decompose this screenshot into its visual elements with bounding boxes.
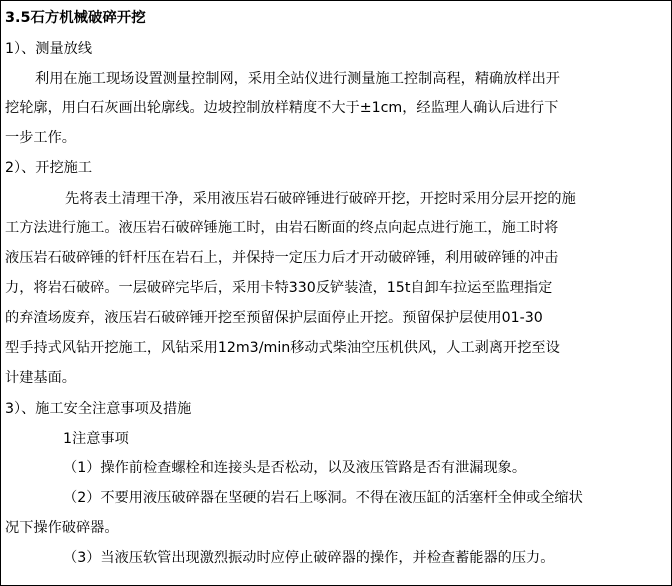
section-title: 3.5石方机械破碎开挖 (5, 10, 146, 26)
item1-line-1: 利用在施工现场设置测量控制网，采用全站仪进行测量施工控制高程，精确放样出开 (35, 71, 560, 87)
item3-point-2-cont: 况下操作破碎器。 (5, 520, 119, 536)
item2-line-7: 计建基面。 (5, 370, 76, 386)
item3-point-3: （3）当液压软管出现激烈振动时应停止破碎器的操作，并检查蓄能器的压力。 (63, 550, 555, 566)
item3-point-1: （1）操作前检查螺栓和连接头是否松动，以及液压管路是否有泄漏现象。 (63, 460, 527, 476)
item2-heading: 2）、开挖施工 (5, 160, 93, 176)
item1-heading: 1）、测量放线 (5, 41, 93, 57)
item2-line-1: 先将表土清理干净，采用液压岩石破碎锤进行破碎开挖，开挖时采用分层开挖的施 (65, 191, 576, 207)
item2-line-5: 的弃渣场废弃，液压岩石破碎锤开挖至预留保护层面停止开挖。预留保护层使用01-30 (5, 310, 543, 326)
item3-subheading: 1注意事项 (63, 431, 129, 447)
item1-line-3: 一步工作。 (5, 130, 76, 146)
item2-line-2: 工方法进行施工。液压岩石破碎锤施工时，由岩石断面的终点向起点进行施工，施工时将 (5, 220, 559, 236)
item1-line-2: 挖轮廓，用白石灰画出轮廓线。边坡控制放样精度不大于±1cm，经监理人确认后进行下 (5, 100, 559, 116)
item2-line-6: 型手持式风钻开挖施工，风钻采用12m3/min移动式柴油空压机供风，人工剥离开挖至设 (5, 340, 560, 356)
item3-point-2: （2）不要用液压破碎器在坚硬的岩石上啄洞。不得在液压缸的活塞杆全伸或全缩状 (63, 490, 583, 506)
item2-line-4: 力，将岩石破碎。一层破碎完毕后，采用卡特330反铲装渣，15t自卸车拉运至监理指定 (5, 280, 553, 296)
item3-heading: 3）、施工安全注意事项及措施 (5, 401, 192, 417)
item2-line-3: 液压岩石破碎锤的钎杆压在岩石上，并保持一定压力后才开动破碎锤，利用破碎锤的冲击 (5, 250, 559, 266)
